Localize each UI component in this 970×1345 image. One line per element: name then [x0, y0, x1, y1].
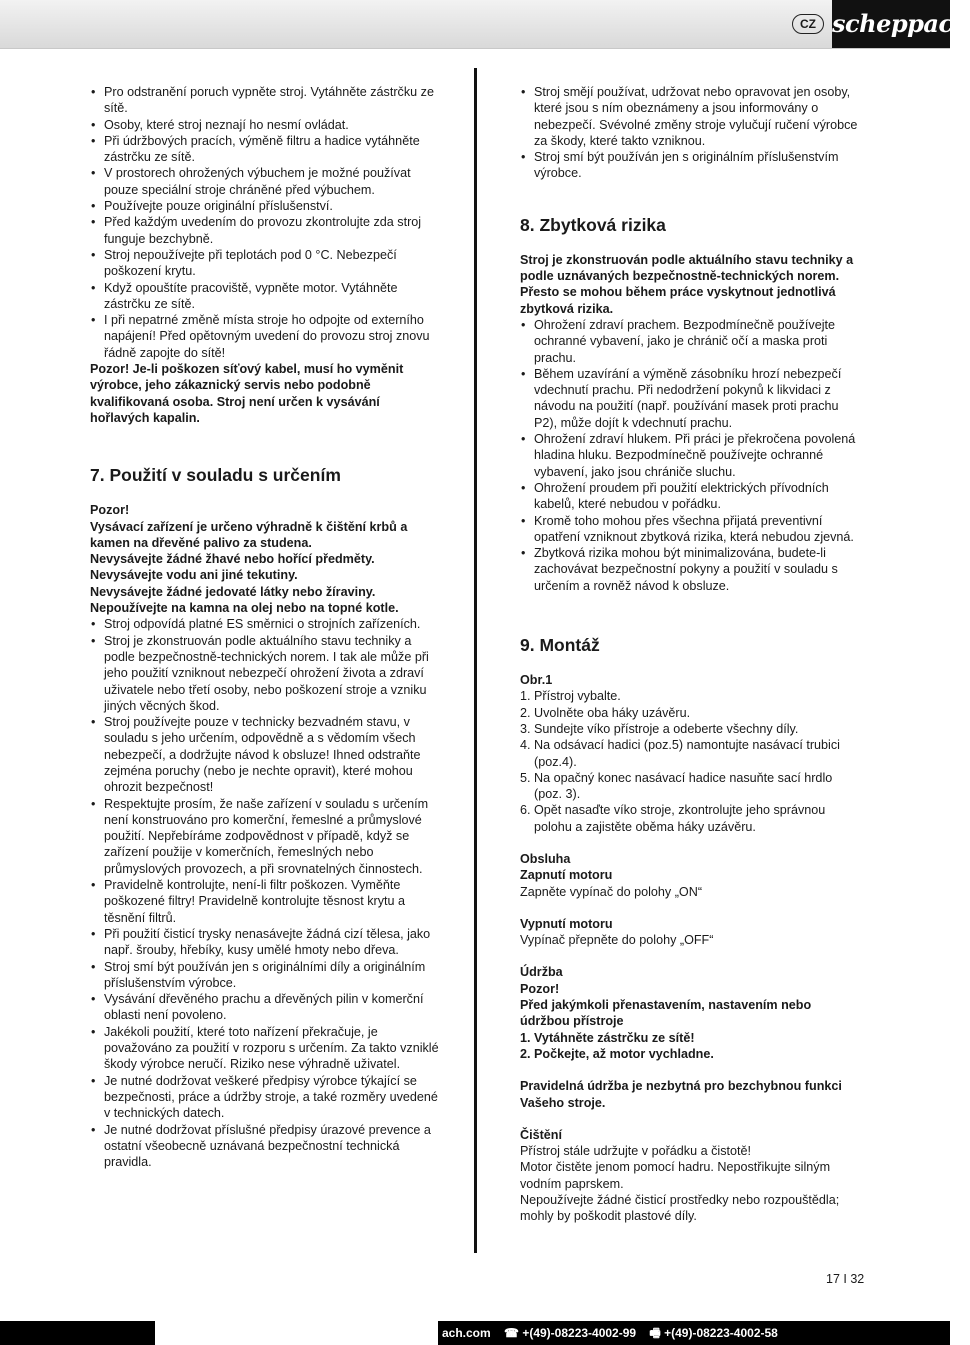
list-item: 5. Na opačný konec nasávací hadice nasuňte sací hrdlo (poz. 3). [520, 770, 833, 802]
header-bar [0, 0, 970, 49]
maintenance-heading: Údržba [520, 965, 563, 980]
page-number: 17 I 32 [826, 1272, 865, 1286]
footer-bar [0, 1321, 950, 1345]
list-item: • Vysávání dřevěného prachu a dřevěných pilin v komerční oblasti není povoleno. [90, 991, 442, 1024]
list-item: • Při údržbových pracích, výměně filtru a hadice vytáhněte zástrčku ze sítě. [90, 133, 442, 166]
bold-line: Nepoužívejte na kamna na olej nebo na topné kotle. [90, 601, 399, 616]
section-8-intro: Stroj je zkonstruován podle aktuálního stavu techniky a podle uznávaných bezpečnostně-technických norem. Přesto se mohou během práce vyskytnout jednotlivá zbytková rizika. [520, 252, 854, 316]
list-item: • Stroj smí být používán jen s originálním příslušenstvím výrobce. [520, 149, 862, 182]
maintenance-pozor: Pozor! [520, 981, 560, 996]
bold-line: Nevysávejte vodu ani jiné tekutiny. [90, 568, 298, 583]
motor-off-text: Vypínač přepněte do polohy „OFF“ [520, 933, 714, 948]
list-item: 6. Opět nasaďte víko stroje, zkontrolujte jeho správnou polohu a zajistěte oběma háky uzávěru. [520, 803, 826, 834]
cleaning-line: Motor čistěte jenom pomocí hadru. Nepostřikujte silným vodním paprskem. [520, 1160, 831, 1191]
list-item: • I při nepatrné změně místa stroje ho odpojte od externího napájení! Před opětovným uvedení do provozu stroj znovu řádně zapojte do sítě! [90, 312, 442, 361]
section-9-title: 9. Montáž [520, 635, 600, 656]
section-8-title: 8. Zbytková rizika [520, 214, 666, 235]
list-item: • Používejte pouze originální příslušenství. [90, 198, 442, 214]
list-item: • Stroj nepoužívejte při teplotách pod 0 °C. Nebezpečí poškození krytu. [90, 247, 442, 280]
list-item: • Je nutné dodržovat příslušné předpisy úrazové prevence a ostatní všeobecně uznávaná bezpečnostní technická pravidla. [90, 1122, 442, 1171]
intro-bullets [520, 84, 862, 182]
maintenance-text: Před jakýmkoli přenastavením, nastavením nebo údržbou přístroje [520, 998, 812, 1029]
list-item: • Zbytková rizika mohou být minimalizována, budete-li zachovávat bezpečnostní pokyny a použití v souladu s určením a rovněž návod k obsluze. [520, 545, 862, 594]
list-item: • Je nutné dodržovat veškeré předpisy výrobce týkající se bezpečnosti, práce a údržby stroje, a také rozměry uvedené v technických datech. [90, 1073, 442, 1122]
cleaning-line: Nepoužívejte žádné čisticí prostředky nebo rozpouštědla; mohly by poškodit plastové díly. [520, 1193, 840, 1224]
list-item: • Ohrožení proudem při použití elektrických přívodních kabelů, které nebudou v pořádku. [520, 480, 862, 513]
pozor-label: Pozor! [90, 503, 130, 518]
maintenance-step: 1. Vytáhněte zástrčku ze sítě! [520, 1030, 695, 1045]
assembly-steps [520, 688, 862, 835]
brand-logo: scheppach [832, 0, 950, 48]
list-item: • Stroj odpovídá platné ES směrnici o strojních zařízeních. [90, 616, 442, 632]
motor-off-heading: Vypnutí motoru [520, 916, 613, 931]
phone-icon: ☎ [504, 1326, 519, 1340]
bold-line: Nevysávejte žádné žhavé nebo hořící předměty. [90, 552, 375, 567]
list-item: • Osoby, které stroj neznají ho nesmí ovládat. [90, 117, 442, 133]
list-item: • Kromě toho mohou přes všechna přijatá preventivní opatření vzniknout zbytková rizika, která nebudou zjevná. [520, 513, 862, 546]
risk-bullets [520, 317, 862, 594]
list-item: • Před každým uvedením do provozu zkontrolujte zda stroj funguje bezchybně. [90, 214, 442, 247]
list-item: • Respektujte prosím, že naše zařízení v souladu s určením není konstruováno pro komerční, řemeslné a průmyslové použití. Nepřebíráme zodpovědnost v případě, když se zařízení použije v komerčních, řemeslných nebo průmyslových provozech, a při srovnatelných činnostech. [90, 796, 442, 877]
column-divider [474, 68, 477, 1253]
list-item: 1. Přístroj vybalte. [520, 689, 621, 704]
list-item: 3. Sundejte víko přístroje a odeberte všechny díly. [520, 721, 799, 736]
list-item: • Když opouštíte pracoviště, vypněte motor. Vytáhněte zástrčku ze sítě. [90, 280, 442, 313]
list-item: • Stroj smějí používat, udržovat nebo opravovat jen osoby, které jsou s ním obeznámeny a jsou informovány o nebezpečí. Svévolné změny stroje vylučují ručení výrobce za škody, které takto vzniknou. [520, 84, 862, 149]
list-item: • Ohrožení zdraví prachem. Bezpodmínečně používejte ochranné vybavení, jako je chránič očí a maska proti prachu. [520, 317, 862, 366]
safety-bullets [90, 84, 442, 361]
footer-blank [155, 1321, 438, 1345]
list-item: • Stroj používejte pouze v technicky bezvadném stavu, v souladu s jeho určením, odpovědně a s vědomím všech nebezpečí, a dodržujte návod k obsluze! Ihned odstraňte zejména poruchy (nebo je nechte opravit), které mohou ohrozit bezpečnost! [90, 714, 442, 795]
list-item: • Při použití čisticí trysky nenasávejte žádná cizí tělesa, jako např. šrouby, hřebíky, kusy umělé hmoty nebo dřeva. [90, 926, 442, 959]
obsluha-heading: Obsluha [520, 851, 571, 866]
list-item: • Pravidelně kontrolujte, není-li filtr poškozen. Vyměňte poškozené filtry! Pravidelně kontrolujte těsnost krytu a těsnění filtrů. [90, 877, 442, 926]
fax-icon: 🖷 [649, 1326, 661, 1340]
footer-fax: +(49)-08223-4002-58 [664, 1326, 778, 1340]
motor-on-heading: Zapnutí motoru [520, 868, 613, 883]
motor-on-text: Zapněte vypínač do polohy „ON“ [520, 884, 703, 899]
footer-web: ach.com [442, 1326, 491, 1340]
maintenance-note: Pravidelná údržba je nezbytná pro bezchybnou funkci Vašeho stroje. [520, 1079, 842, 1110]
section-7-title: 7. Použití v souladu s určením [90, 465, 341, 486]
usage-bullets [90, 616, 442, 1170]
bold-line: Nevysávejte žádné jedovaté látky nebo žíraviny. [90, 584, 376, 599]
cleaning-line: Přístroj stále udržujte v pořádku a čistotě! [520, 1144, 751, 1159]
right-column [520, 84, 862, 1225]
list-item: • Pro odstranění poruch vypněte stroj. Vytáhněte zástrčku ze sítě. [90, 84, 442, 117]
footer-contact [442, 1321, 778, 1345]
cable-warning: Pozor! Je-li poškozen síťový kabel, musí ho vyměnit výrobce, jeho zákaznický servis nebo podobně kvalifikovaná osoba. Stroj není určen k vysávání hořlavých kapalin. [90, 362, 404, 425]
list-item: • Stroj je zkonstruován podle aktuálního stavu techniky a podle bezpečnostně-technických norem. I tak ale může při jeho použití vzniknout nebezpečí ohrožení života a zdraví uživatele nebo třetí osoby, nebo poškození stroje a vzniku jiných věcných škod. [90, 633, 442, 714]
bold-line: Vysávací zařízení je určeno výhradně k čištění krbů a kamen na dřevěné palivo za studena. [90, 519, 408, 550]
list-item: • V prostorech ohrožených výbuchem je možné používat pouze speciální stroje chráněné před výbuchem. [90, 165, 442, 198]
language-badge: CZ [792, 14, 824, 34]
maintenance-step: 2. Počkejte, až motor vychladne. [520, 1046, 714, 1061]
list-item: • Ohrožení zdraví hlukem. Při práci je překročena povolená hladina hluku. Bezpodmínečně používejte ochranné vybavení, jako jsou chrániče sluchu. [520, 431, 862, 480]
figure-ref: Obr.1 [520, 673, 553, 688]
list-item: 4. Na odsávací hadici (poz.5) namontujte nasávací trubici (poz.4). [520, 738, 840, 769]
list-item: • Stroj smí být používán jen s originálními díly a originálním příslušenstvím výrobce. [90, 959, 442, 992]
left-column [90, 84, 442, 1170]
footer-phone: +(49)-08223-4002-99 [522, 1326, 637, 1340]
list-item: 2. Uvolněte oba háky uzávěru. [520, 705, 691, 720]
list-item: • Jakékoli použití, které toto nařízení překračuje, je považováno za použití v rozporu s určením. Za takto vzniklé škody výrobce neručí. Riziko nese výhradně uživatel. [90, 1024, 442, 1073]
list-item: • Během uzavírání a výměně zásobníku hrozí nebezpečí vdechnutí prachu. Při nedodržení pokynů k likvidaci z návodu na použití (např. používání masek proti prachu P2), může dojít k vdechnutí prachu. [520, 366, 862, 431]
cleaning-heading: Čištění [520, 1127, 562, 1142]
